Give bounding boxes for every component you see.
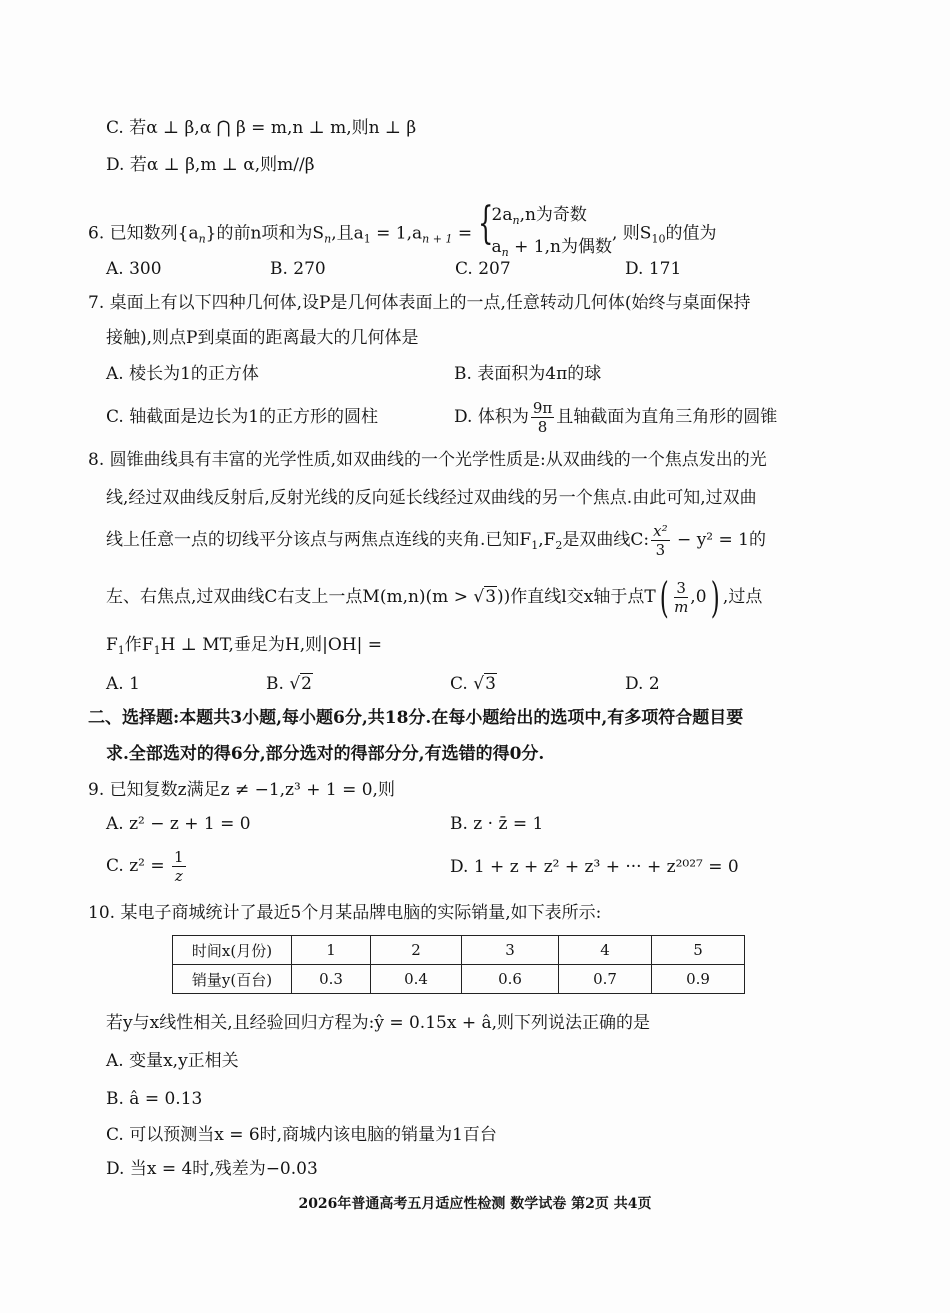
- q10-condition: 若y与x线性相关,且经验回归方程为:ŷ = 0.15x + â,则下列说法正确的是: [106, 1013, 651, 1033]
- q9-stem: 9. 已知复数z满足z ≠ −1,z³ + 1 = 0,则: [88, 780, 395, 800]
- q10-option-a: A. 变量x,y正相关: [106, 1051, 239, 1071]
- q5-option-d: D. 若α ⊥ β,m ⊥ α,则m//β: [106, 155, 315, 175]
- table-header-cell: 时间x(月份): [173, 936, 292, 965]
- q7-option-b: B. 表面积为4π的球: [454, 364, 602, 384]
- q6-option-d: D. 171: [625, 259, 682, 279]
- page-footer: 2026年普通高考五月适应性检测 数学试卷 第2页 共4页: [298, 1196, 652, 1212]
- q10-stem: 10. 某电子商城统计了最近5个月某品牌电脑的实际销量,如下表所示:: [88, 903, 602, 923]
- table-cell: 0.9: [652, 965, 745, 994]
- q5-option-c: C. 若α ⊥ β,α ⋂ β = m,n ⊥ m,则n ⊥ β: [106, 118, 417, 138]
- table-row: [173, 965, 745, 994]
- q7-stem-line2: 接触),则点P到桌面的距离最大的几何体是: [106, 328, 419, 348]
- table-row: [173, 936, 745, 965]
- section2-heading-line2: 求.全部选对的得6分,部分选对的得部分分,有选错的得0分.: [106, 744, 545, 764]
- q6-option-a: A. 300: [106, 259, 162, 279]
- q7-option-a: A. 棱长为1的正方体: [106, 364, 259, 384]
- table-cell: 3: [462, 936, 559, 965]
- q10-option-d: D. 当x = 4时,残差为−0.03: [106, 1159, 318, 1179]
- q6-piecewise: { $2a_n,n$为奇数 $a_n + 1,n$为偶数: [477, 198, 612, 259]
- table-cell: 1: [292, 936, 371, 965]
- q8-stem-line2: 线,经过双曲线反射后,反射光线的反向延长线经过双曲线的另一个焦点.由此可知,过双曲: [106, 488, 757, 508]
- table-cell: 0.4: [371, 965, 462, 994]
- q8-option-d: D. 2: [625, 674, 660, 694]
- section2-heading-line1: 二、选择题:本题共3小题,每小题6分,共18分.在每小题给出的选项中,有多项符合题目要: [88, 708, 744, 728]
- q6-stem: 6. 已知数列$\{a_n\}$的前n项和为$S_n$,且$a_1 = 1,a_{n + 1}$ = { $2a_n,n$为奇数 $a_n + 1,n$为偶数 , 则$S_{10}$的值为: [88, 202, 716, 266]
- table-cell: 5: [652, 936, 745, 965]
- q8-stem-line5: $F_1$作$F_1H$ ⊥ MT,垂足为H,则|OH| =: [106, 635, 382, 657]
- q6-option-b: B. 270: [270, 259, 326, 279]
- q7-option-c: C. 轴截面是边长为1的正方形的圆柱: [106, 407, 379, 427]
- q9-option-c: C. z² = $\frac{1}{z}$: [106, 848, 184, 885]
- q10-option-c: C. 可以预测当x = 6时,商城内该电脑的销量为1百台: [106, 1125, 497, 1145]
- table-cell: 2: [371, 936, 462, 965]
- q8-option-c: C. √3: [450, 674, 496, 694]
- q7-option-d: D. 体积为 $\frac{9\pi}{8}$ 且轴截面为直角三角形的圆锥: [454, 399, 778, 436]
- q8-stem-line4: 左、右焦点,过双曲线C右支上一点M(m,n)(m > √3))作直线l交x轴于点T( $\frac{3}{m}$ ,0) ,过点: [106, 572, 763, 622]
- sales-table: [172, 935, 745, 994]
- q9-option-b: B. z · z̄ = 1: [450, 814, 544, 834]
- table-header-cell: 销量y(百台): [173, 965, 292, 994]
- table-cell: 0.7: [559, 965, 652, 994]
- table-cell: 0.6: [462, 965, 559, 994]
- q9-option-d: D. 1 + z + z² + z³ + ··· + z²⁰²⁷ = 0: [450, 857, 739, 877]
- q9-option-a: A. z² − z + 1 = 0: [106, 814, 251, 834]
- q8-stem-line3: 线上任意一点的切线平分该点与两焦点连线的夹角.已知$F_1,F_2$是双曲线C: $\frac{\text{x²}}{3}$ − y² = 1的: [106, 522, 766, 559]
- q8-option-a: A. 1: [106, 674, 140, 694]
- q7-stem-line1: 7. 桌面上有以下四种几何体,设P是几何体表面上的一点,任意转动几何体(始终与桌面保持: [88, 293, 751, 313]
- q10-option-b: B. â = 0.13: [106, 1089, 203, 1109]
- table-cell: 0.3: [292, 965, 371, 994]
- q6-option-c: C. 207: [455, 259, 511, 279]
- q8-option-b: B. √2: [266, 674, 312, 694]
- q8-stem-line1: 8. 圆锥曲线具有丰富的光学性质,如双曲线的一个光学性质是:从双曲线的一个焦点发出的光: [88, 450, 767, 470]
- table-cell: 4: [559, 936, 652, 965]
